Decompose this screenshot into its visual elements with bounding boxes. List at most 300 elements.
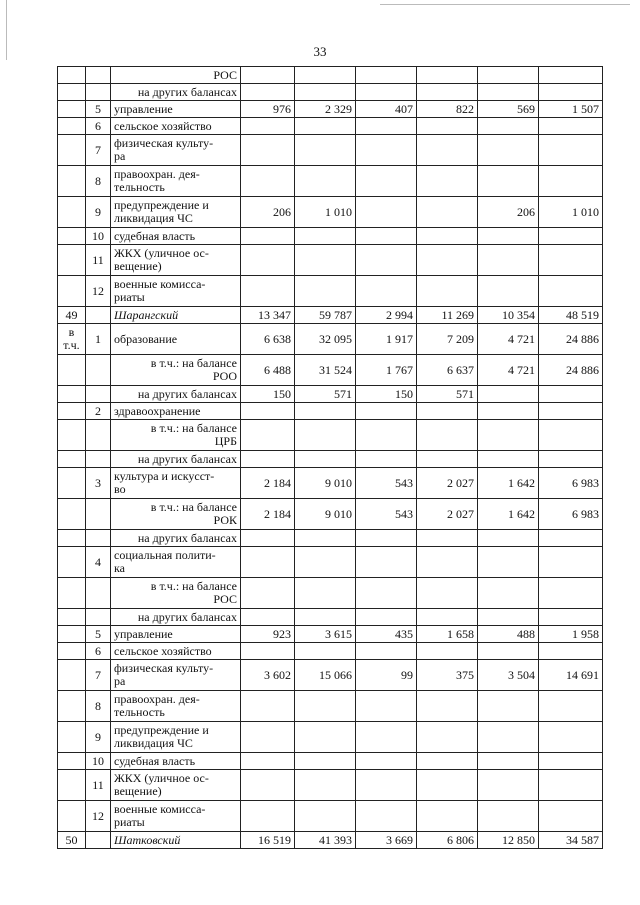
cell-text: вещение) bbox=[114, 784, 162, 798]
value-cell bbox=[241, 530, 295, 547]
cell-text: вещение) bbox=[114, 259, 162, 273]
row-number bbox=[58, 753, 86, 770]
cell-text: социальная полити- bbox=[114, 548, 216, 562]
item-number bbox=[86, 578, 111, 609]
row-number bbox=[58, 228, 86, 245]
cell-text: 9 bbox=[95, 204, 101, 219]
cell-text: тельность bbox=[114, 180, 165, 194]
item-name bbox=[111, 276, 241, 307]
value-cell bbox=[417, 547, 478, 578]
value-cell bbox=[417, 801, 478, 832]
item-number bbox=[86, 801, 111, 832]
table-row bbox=[58, 578, 603, 609]
value-cell: 569 bbox=[478, 101, 539, 118]
value-cell bbox=[295, 276, 356, 307]
item-number bbox=[86, 722, 111, 753]
value-cell bbox=[478, 801, 539, 832]
item-name bbox=[111, 386, 241, 403]
cell-text: в т.ч.: на балансе bbox=[150, 421, 237, 435]
value-cell bbox=[295, 643, 356, 660]
value-cell: 1 507 bbox=[539, 101, 603, 118]
value-cell bbox=[241, 578, 295, 609]
value-cell: 1 642 bbox=[478, 468, 539, 499]
value-cell: 9 010 bbox=[295, 468, 356, 499]
value-cell bbox=[356, 578, 417, 609]
cell-text: ликвидация ЧС bbox=[114, 211, 193, 225]
value-cell bbox=[539, 451, 603, 468]
item-name bbox=[111, 801, 241, 832]
cell-text: на других балансах bbox=[137, 386, 237, 401]
value-cell bbox=[539, 228, 603, 245]
cell-text: РОС bbox=[213, 67, 237, 82]
cell-text: 9 bbox=[95, 729, 101, 744]
item-name bbox=[111, 324, 241, 355]
value-cell bbox=[241, 228, 295, 245]
value-cell: 4 721 bbox=[478, 324, 539, 355]
value-cell bbox=[539, 609, 603, 626]
cell-text: предупреждение и bbox=[114, 198, 209, 212]
value-cell: 150 bbox=[356, 386, 417, 403]
cell-text: физическая культу- bbox=[114, 136, 214, 150]
item-number bbox=[86, 355, 111, 386]
value-cell bbox=[417, 118, 478, 135]
value-cell bbox=[539, 135, 603, 166]
value-cell bbox=[356, 722, 417, 753]
value-cell bbox=[295, 403, 356, 420]
page-number: 33 bbox=[313, 44, 327, 59]
cell-text: физическая культу- bbox=[114, 661, 214, 675]
table-row bbox=[58, 626, 603, 643]
value-cell: 99 bbox=[356, 660, 417, 691]
value-cell bbox=[417, 770, 478, 801]
value-cell bbox=[478, 228, 539, 245]
value-cell bbox=[478, 578, 539, 609]
item-name bbox=[111, 753, 241, 770]
cell-text: 10 bbox=[92, 228, 104, 243]
table-row bbox=[58, 355, 603, 386]
item-name bbox=[111, 660, 241, 691]
value-cell bbox=[539, 643, 603, 660]
table-row bbox=[58, 691, 603, 722]
value-cell bbox=[478, 386, 539, 403]
value-cell bbox=[356, 245, 417, 276]
row-number bbox=[58, 307, 86, 324]
value-cell bbox=[356, 609, 417, 626]
value-cell bbox=[539, 578, 603, 609]
value-cell: 2 027 bbox=[417, 468, 478, 499]
cell-text: на других балансах bbox=[137, 84, 237, 99]
cell-text: ЦРБ bbox=[214, 434, 237, 448]
value-cell bbox=[539, 245, 603, 276]
value-cell: 7 209 bbox=[417, 324, 478, 355]
item-name bbox=[111, 67, 241, 84]
value-cell bbox=[295, 609, 356, 626]
value-cell bbox=[478, 753, 539, 770]
value-cell bbox=[356, 118, 417, 135]
cell-text: в т.ч.: на балансе bbox=[150, 500, 237, 514]
value-cell bbox=[356, 420, 417, 451]
row-number bbox=[58, 770, 86, 801]
value-cell bbox=[356, 135, 417, 166]
table-row bbox=[58, 547, 603, 578]
value-cell bbox=[478, 403, 539, 420]
row-number bbox=[58, 626, 86, 643]
item-number bbox=[86, 832, 111, 849]
value-cell: 6 638 bbox=[241, 324, 295, 355]
cell-text: ликвидация ЧС bbox=[114, 736, 193, 750]
value-cell: 32 095 bbox=[295, 324, 356, 355]
cell-text: т.ч. bbox=[63, 338, 80, 352]
cell-text: 1 bbox=[95, 331, 101, 346]
row-number bbox=[58, 451, 86, 468]
value-cell bbox=[241, 609, 295, 626]
value-cell bbox=[241, 770, 295, 801]
item-name bbox=[111, 245, 241, 276]
value-cell: 9 010 bbox=[295, 499, 356, 530]
value-cell bbox=[241, 753, 295, 770]
row-number bbox=[58, 722, 86, 753]
value-cell bbox=[539, 276, 603, 307]
item-name bbox=[111, 770, 241, 801]
value-cell bbox=[417, 643, 478, 660]
table-row bbox=[58, 660, 603, 691]
item-name bbox=[111, 643, 241, 660]
item-name bbox=[111, 626, 241, 643]
item-number bbox=[86, 468, 111, 499]
value-cell: 1 010 bbox=[539, 197, 603, 228]
table-row bbox=[58, 166, 603, 197]
value-cell bbox=[417, 197, 478, 228]
item-name bbox=[111, 355, 241, 386]
cell-text: ЖКХ (уличное ос- bbox=[114, 771, 209, 785]
value-cell: 923 bbox=[241, 626, 295, 643]
table-row bbox=[58, 420, 603, 451]
item-name bbox=[111, 832, 241, 849]
row-number bbox=[58, 660, 86, 691]
value-cell: 6 806 bbox=[417, 832, 478, 849]
cell-text: 5 bbox=[95, 101, 101, 116]
item-number bbox=[86, 245, 111, 276]
item-name bbox=[111, 166, 241, 197]
row-number bbox=[58, 84, 86, 101]
value-cell: 2 184 bbox=[241, 468, 295, 499]
value-cell bbox=[356, 753, 417, 770]
value-cell: 3 615 bbox=[295, 626, 356, 643]
table-row bbox=[58, 307, 603, 324]
cell-text: 10 bbox=[92, 753, 104, 768]
value-cell bbox=[295, 753, 356, 770]
cell-text: 7 bbox=[95, 667, 101, 682]
value-cell bbox=[356, 643, 417, 660]
row-number bbox=[58, 324, 86, 355]
item-name bbox=[111, 530, 241, 547]
value-cell bbox=[417, 84, 478, 101]
row-number bbox=[58, 403, 86, 420]
value-cell: 206 bbox=[478, 197, 539, 228]
cell-text: сельское хозяйство bbox=[114, 643, 212, 658]
table-row bbox=[58, 118, 603, 135]
item-name bbox=[111, 578, 241, 609]
value-cell bbox=[417, 420, 478, 451]
value-cell bbox=[417, 166, 478, 197]
item-number bbox=[86, 753, 111, 770]
table-row bbox=[58, 324, 603, 355]
value-cell: 2 184 bbox=[241, 499, 295, 530]
value-cell bbox=[539, 84, 603, 101]
cell-text: 3 bbox=[95, 475, 101, 490]
cell-text: управление bbox=[114, 101, 173, 116]
value-cell bbox=[539, 166, 603, 197]
value-cell bbox=[241, 84, 295, 101]
cell-text: 49 bbox=[65, 307, 78, 322]
value-cell bbox=[539, 770, 603, 801]
item-name bbox=[111, 197, 241, 228]
cell-text: судебная власть bbox=[114, 228, 196, 243]
table-row bbox=[58, 609, 603, 626]
value-cell: 1 010 bbox=[295, 197, 356, 228]
item-number bbox=[86, 166, 111, 197]
item-name bbox=[111, 403, 241, 420]
value-cell: 11 269 bbox=[417, 307, 478, 324]
value-cell: 15 066 bbox=[295, 660, 356, 691]
cell-text: образование bbox=[114, 331, 178, 346]
item-number bbox=[86, 67, 111, 84]
item-name bbox=[111, 420, 241, 451]
value-cell: 488 bbox=[478, 626, 539, 643]
cell-text: правоохран. дея- bbox=[114, 692, 200, 706]
value-cell bbox=[241, 801, 295, 832]
value-cell bbox=[356, 691, 417, 722]
cell-text: 2 bbox=[95, 403, 101, 418]
value-cell bbox=[295, 228, 356, 245]
item-number bbox=[86, 609, 111, 626]
value-cell bbox=[539, 420, 603, 451]
row-number bbox=[58, 166, 86, 197]
value-cell bbox=[241, 722, 295, 753]
value-cell bbox=[295, 245, 356, 276]
value-cell bbox=[478, 245, 539, 276]
value-cell bbox=[417, 578, 478, 609]
item-name bbox=[111, 228, 241, 245]
table-row bbox=[58, 499, 603, 530]
value-cell: 24 886 bbox=[539, 355, 603, 386]
row-number bbox=[58, 67, 86, 84]
item-number bbox=[86, 403, 111, 420]
value-cell bbox=[295, 722, 356, 753]
cell-text: 11 bbox=[92, 777, 104, 792]
item-name bbox=[111, 691, 241, 722]
cell-text: военные комисса- bbox=[114, 277, 206, 291]
item-name bbox=[111, 722, 241, 753]
value-cell: 3 669 bbox=[356, 832, 417, 849]
value-cell: 1 642 bbox=[478, 499, 539, 530]
value-cell bbox=[295, 547, 356, 578]
cell-text: здравоохранение bbox=[114, 403, 201, 418]
value-cell bbox=[417, 67, 478, 84]
value-cell: 3 504 bbox=[478, 660, 539, 691]
value-cell: 407 bbox=[356, 101, 417, 118]
cell-text: Шатковский bbox=[114, 832, 181, 847]
value-cell bbox=[539, 722, 603, 753]
item-number bbox=[86, 135, 111, 166]
value-cell bbox=[539, 67, 603, 84]
table-row bbox=[58, 530, 603, 547]
cell-text: правоохран. дея- bbox=[114, 167, 200, 181]
value-cell bbox=[241, 135, 295, 166]
value-cell bbox=[356, 530, 417, 547]
value-cell bbox=[539, 753, 603, 770]
cell-text: 4 bbox=[95, 554, 101, 569]
cell-text: культура и искусст- bbox=[114, 469, 215, 483]
item-number bbox=[86, 228, 111, 245]
cell-text: военные комисса- bbox=[114, 802, 206, 816]
value-cell: 150 bbox=[241, 386, 295, 403]
row-number bbox=[58, 386, 86, 403]
value-cell: 4 721 bbox=[478, 355, 539, 386]
row-number bbox=[58, 276, 86, 307]
value-cell bbox=[539, 547, 603, 578]
value-cell bbox=[539, 118, 603, 135]
value-cell bbox=[356, 228, 417, 245]
table-row bbox=[58, 135, 603, 166]
item-number bbox=[86, 84, 111, 101]
value-cell: 1 767 bbox=[356, 355, 417, 386]
value-cell bbox=[417, 403, 478, 420]
value-cell bbox=[295, 578, 356, 609]
cell-text: 12 bbox=[92, 283, 104, 298]
value-cell: 1 917 bbox=[356, 324, 417, 355]
value-cell bbox=[241, 451, 295, 468]
value-cell bbox=[241, 420, 295, 451]
value-cell bbox=[478, 643, 539, 660]
value-cell bbox=[417, 753, 478, 770]
row-number bbox=[58, 832, 86, 849]
value-cell: 2 994 bbox=[356, 307, 417, 324]
item-name bbox=[111, 609, 241, 626]
item-name bbox=[111, 307, 241, 324]
cell-text: 50 bbox=[65, 832, 78, 847]
value-cell bbox=[356, 770, 417, 801]
cell-text: на других балансах bbox=[137, 609, 237, 624]
row-number bbox=[58, 135, 86, 166]
value-cell bbox=[241, 403, 295, 420]
item-number bbox=[86, 324, 111, 355]
table-row bbox=[58, 276, 603, 307]
value-cell bbox=[356, 403, 417, 420]
value-cell bbox=[241, 643, 295, 660]
value-cell: 2 027 bbox=[417, 499, 478, 530]
value-cell bbox=[295, 770, 356, 801]
item-name bbox=[111, 468, 241, 499]
row-number bbox=[58, 355, 86, 386]
cell-text: 5 bbox=[95, 626, 101, 641]
item-name bbox=[111, 451, 241, 468]
cell-text: Шарангский bbox=[114, 307, 179, 322]
item-number bbox=[86, 101, 111, 118]
table-row bbox=[58, 403, 603, 420]
cell-text: РОО bbox=[212, 369, 237, 383]
cell-text: 8 bbox=[95, 173, 101, 188]
value-cell: 31 524 bbox=[295, 355, 356, 386]
value-cell bbox=[295, 691, 356, 722]
cell-text: риаты bbox=[114, 815, 145, 829]
table-row bbox=[58, 753, 603, 770]
cell-text: в т.ч.: на балансе bbox=[150, 579, 237, 593]
cell-text: ЖКХ (уличное ос- bbox=[114, 246, 209, 260]
value-cell: 24 886 bbox=[539, 324, 603, 355]
value-cell: 34 587 bbox=[539, 832, 603, 849]
row-number bbox=[58, 547, 86, 578]
table-row bbox=[58, 386, 603, 403]
row-number bbox=[58, 643, 86, 660]
value-cell: 59 787 bbox=[295, 307, 356, 324]
value-cell bbox=[241, 691, 295, 722]
item-name bbox=[111, 135, 241, 166]
item-number bbox=[86, 770, 111, 801]
value-cell bbox=[295, 420, 356, 451]
table-body bbox=[58, 67, 603, 849]
value-cell bbox=[478, 84, 539, 101]
value-cell: 3 602 bbox=[241, 660, 295, 691]
table-row bbox=[58, 468, 603, 499]
value-cell bbox=[356, 547, 417, 578]
item-number bbox=[86, 691, 111, 722]
row-number bbox=[58, 530, 86, 547]
item-number bbox=[86, 386, 111, 403]
value-cell: 12 850 bbox=[478, 832, 539, 849]
cell-text: 7 bbox=[95, 142, 101, 157]
value-cell: 1 958 bbox=[539, 626, 603, 643]
value-cell bbox=[295, 118, 356, 135]
cell-text: судебная власть bbox=[114, 753, 196, 768]
value-cell bbox=[356, 276, 417, 307]
row-number bbox=[58, 101, 86, 118]
cell-text: 6 bbox=[95, 643, 101, 658]
value-cell bbox=[539, 403, 603, 420]
item-number bbox=[86, 660, 111, 691]
row-number bbox=[58, 578, 86, 609]
table-row bbox=[58, 67, 603, 84]
item-number bbox=[86, 530, 111, 547]
item-number bbox=[86, 499, 111, 530]
row-number bbox=[58, 801, 86, 832]
value-cell bbox=[295, 530, 356, 547]
cell-text: в т.ч.: на балансе bbox=[150, 356, 237, 370]
item-name bbox=[111, 547, 241, 578]
value-cell bbox=[539, 801, 603, 832]
value-cell bbox=[478, 722, 539, 753]
cell-text: на других балансах bbox=[137, 451, 237, 466]
cell-text: 11 bbox=[92, 252, 104, 267]
table-row bbox=[58, 101, 603, 118]
cell-text: в bbox=[68, 325, 75, 339]
value-cell: 543 bbox=[356, 468, 417, 499]
value-cell bbox=[356, 166, 417, 197]
cell-text: РОК bbox=[213, 513, 237, 527]
row-number bbox=[58, 197, 86, 228]
table-row bbox=[58, 197, 603, 228]
item-number bbox=[86, 197, 111, 228]
cell-text: предупреждение и bbox=[114, 723, 209, 737]
table-row bbox=[58, 228, 603, 245]
item-name bbox=[111, 84, 241, 101]
table-row bbox=[58, 770, 603, 801]
value-cell bbox=[478, 770, 539, 801]
row-number bbox=[58, 245, 86, 276]
table-row bbox=[58, 245, 603, 276]
cell-text: во bbox=[114, 482, 126, 496]
table-row bbox=[58, 84, 603, 101]
